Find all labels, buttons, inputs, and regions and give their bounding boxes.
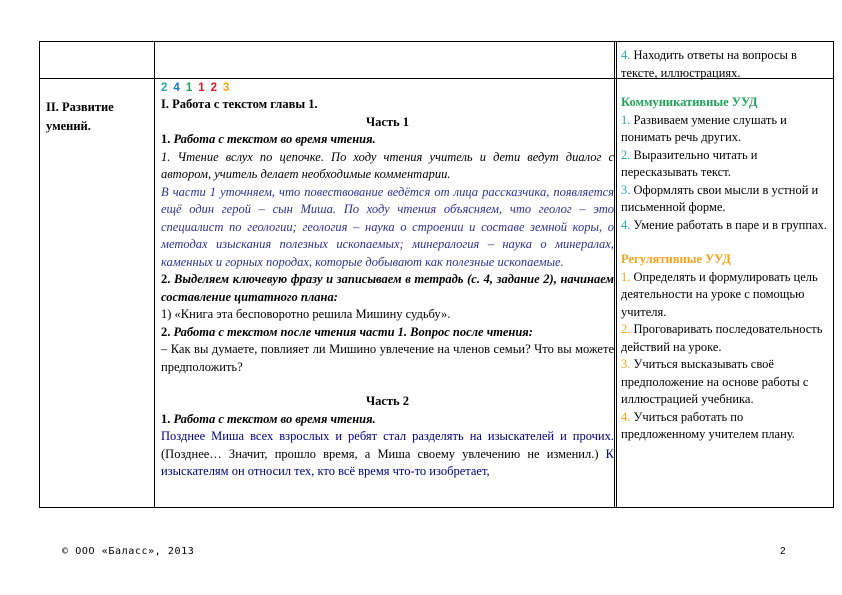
communicative-item: 2. Выразительно читать и пересказывать текст.	[621, 147, 758, 179]
badge-number: 4	[173, 82, 180, 94]
part-1-step-2b: 2. Работа с текстом после чтения части 1. Вопрос после чтения:	[161, 324, 533, 339]
regulative-item: 3. Учиться высказывать своё предположение на основе работы с иллюстрацией учебника.	[621, 357, 809, 406]
communicative-item: 1. Развиваем умение слушать и понимать речь других.	[621, 112, 787, 144]
lesson-table	[39, 41, 834, 508]
regulative-item: 2. Проговаривать последовательность действий на уроке.	[621, 322, 823, 354]
section-heading: I. Работа с текстом главы 1.	[161, 97, 318, 111]
regulative-item: 4. Учиться работать по предложенному учителем плану.	[621, 409, 795, 441]
part-1-note: В части 1 уточняем, что повествование ведётся от лица рассказчика, появляется ещё один герой – сын Миша. По ходу чтения объясняем, что геолог – это специалист по геологии; геология – наука о строении и составе земной коры, о методах изыскания полезных ископаемых; минералогия – наука о минералах, каменных и горных породах, которые добывают как полезные ископаемые.	[161, 184, 614, 269]
regulative-item: 1. Определять и формулировать цель деятельности на уроке с помощью учителя.	[621, 269, 818, 319]
part-1-quote: 1) «Книга эта бесповоротно решила Мишину судьбу».	[161, 307, 451, 321]
part-2-step-1: 1. Работа с текстом во время чтения.	[161, 411, 376, 426]
stage-line-1: II. Развитие	[46, 100, 114, 114]
badge-number: 2	[161, 82, 168, 94]
column-divider	[154, 42, 155, 507]
badge-number: 2	[210, 82, 218, 94]
lesson-content-cell	[161, 80, 614, 481]
regulative-title: Регулятивные УУД	[621, 252, 731, 266]
footer-copyright: © ООО «Баласс», 2013	[62, 546, 195, 557]
badge-numbers	[161, 80, 614, 96]
right-top-item: 4. Находить ответы на вопросы в тексте, иллюстрациях.	[621, 48, 797, 80]
badge-number: 3	[223, 82, 230, 94]
part-1-step-1-1: 1. Чтение вслух по цепочке. По ходу чтения учитель и дети ведут диалог с автором, учитель делает необходимые комментарии.	[161, 149, 615, 181]
part-1-step-1: 1. Работа с текстом во время чтения.	[161, 132, 376, 146]
communicative-item: 4. Умение работать в паре и в группах.	[621, 217, 827, 232]
page-number: 2	[780, 546, 786, 557]
badge-number: 1	[198, 82, 205, 94]
part-2-title: Часть 2	[365, 394, 410, 408]
communicative-item: 3. Оформлять свои мысли в устной и письменной форме.	[621, 182, 819, 214]
communicative-title: Коммуникативные УУД	[621, 95, 758, 109]
part-1-question: – Как вы думаете, повлияет ли Мишино увлечение на членов семьи? Что вы можете предположить?	[161, 342, 614, 374]
stage-cell	[46, 98, 154, 136]
stage-line-2: умений.	[46, 119, 91, 133]
column-divider-double	[614, 42, 617, 507]
part-2-text: Позднее Миша всех взрослых и ребят стал разделять на изыскателей и прочих. (Позднее… Значит, прошло время, а Миша своему увлечению не изменил.) К изыскателям он относил тех, кто всё время что-то изобретает,	[161, 429, 614, 478]
uud-cell	[621, 47, 828, 444]
badge-number: 1	[185, 82, 193, 94]
part-1-step-2: 2. Выделяем ключевую фразу и записываем в тетрадь (с. 4, задание 2), начинаем составление цитатного плана:	[161, 272, 614, 304]
part-1-title: Часть 1	[365, 114, 410, 129]
